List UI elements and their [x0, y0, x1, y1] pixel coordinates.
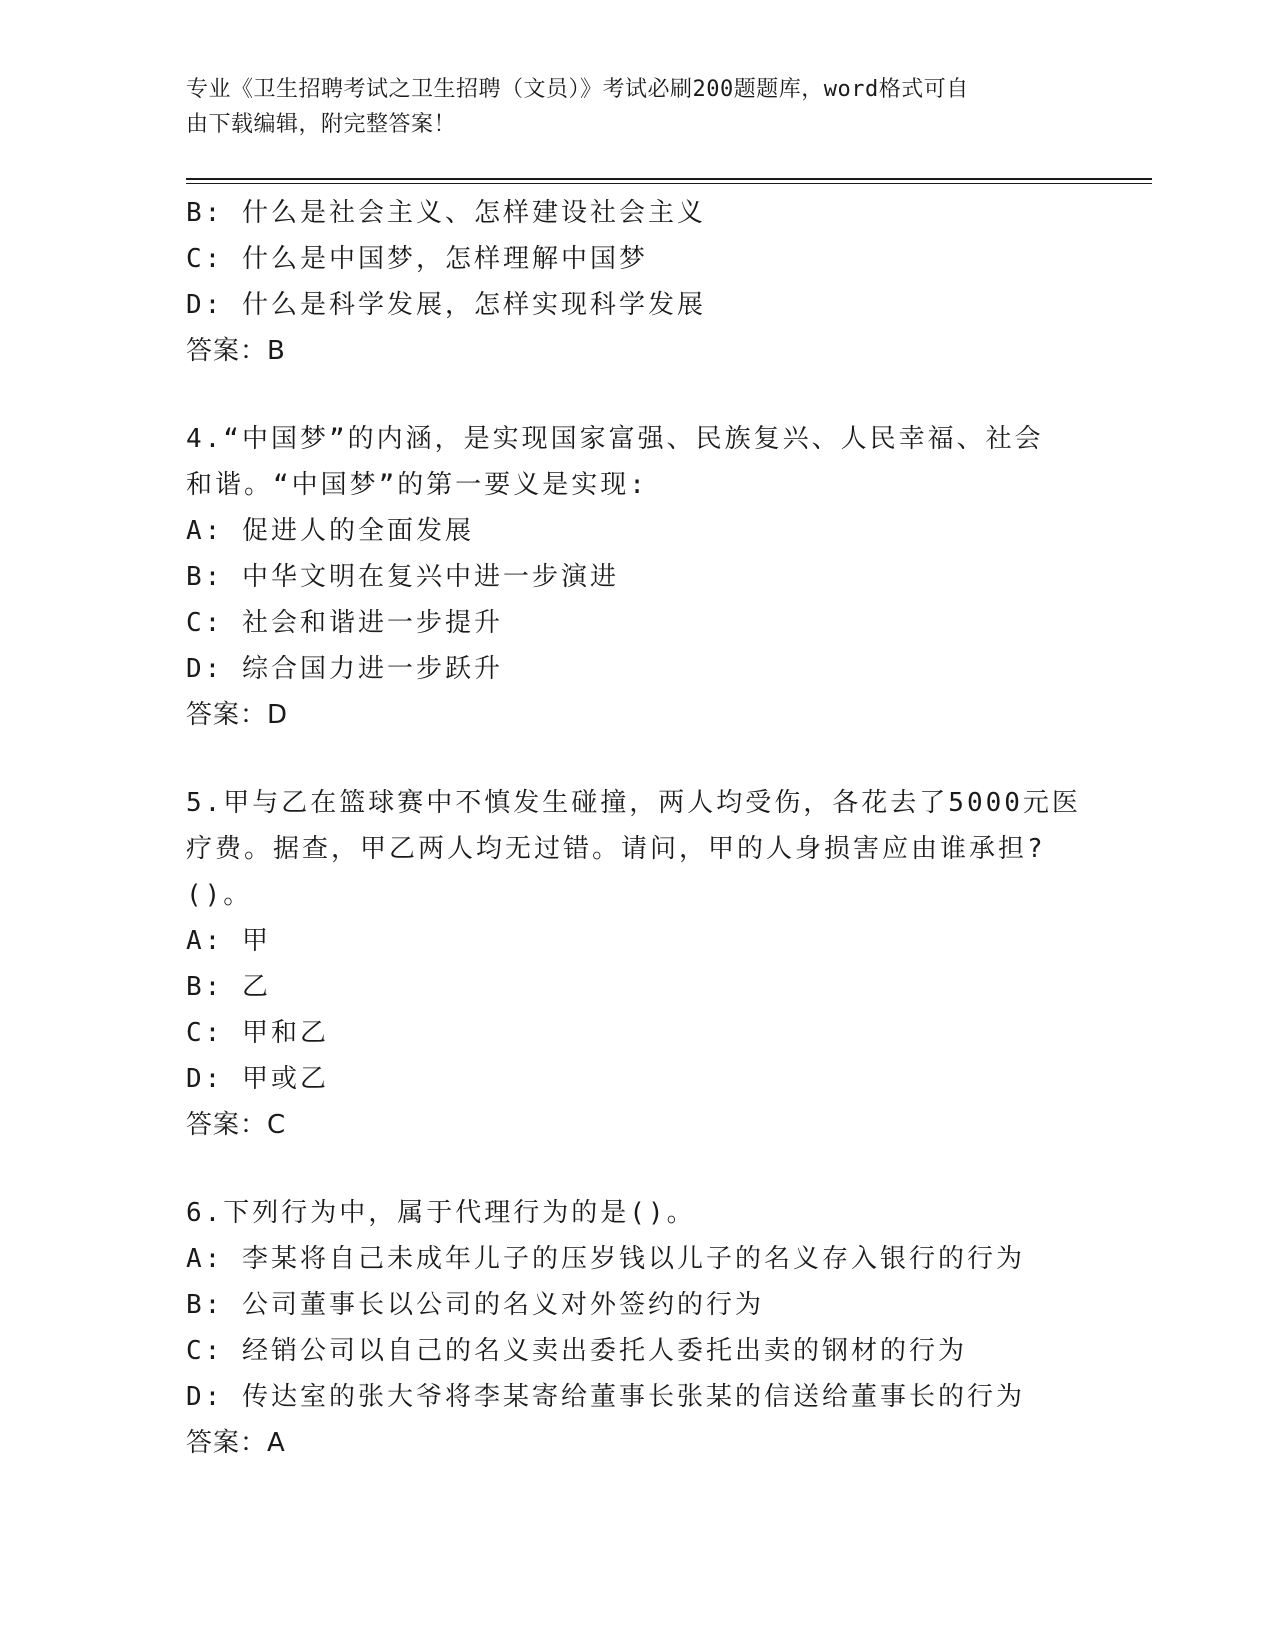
- option-c: C: 什么是中国梦，怎样理解中国梦: [186, 244, 648, 274]
- question-stem-line-2: 和谐。“中国梦”的第一要义是实现:: [186, 470, 648, 500]
- option-c: C: 甲和乙: [186, 1018, 329, 1048]
- option-b: B: 公司董事长以公司的名义对外签约的行为: [186, 1290, 764, 1320]
- question-stem-line-1: 5.甲与乙在篮球赛中不慎发生碰撞，两人均受伤，各花去了5000元医: [186, 788, 1081, 818]
- option-b: B: 乙: [186, 972, 271, 1002]
- question-5: [186, 780, 1086, 1148]
- answer-line: 答案：A: [186, 1428, 286, 1458]
- option-c: C: 社会和谐进一步提升: [186, 608, 503, 638]
- option-a: A: 李某将自己未成年儿子的压岁钱以儿子的名义存入银行的行为: [186, 1244, 1025, 1274]
- question-4: [186, 416, 1086, 738]
- header-title-line-2: 由下载编辑，附完整答案！: [186, 112, 457, 137]
- question-stem-line-1: 6.下列行为中，属于代理行为的是()。: [186, 1198, 696, 1228]
- spacer: [186, 374, 1086, 416]
- option-a: A: 促进人的全面发展: [186, 516, 474, 546]
- answer-line: 答案：C: [186, 1110, 287, 1140]
- question-stem-line-3: ()。: [186, 880, 253, 910]
- document-header: [186, 72, 1066, 142]
- answer-line: 答案：D: [186, 700, 289, 730]
- header-title-line-1: 专业《卫生招聘考试之卫生招聘（文员）》考试必刷200题题库，word格式可自: [186, 77, 969, 102]
- option-d: D: 综合国力进一步跃升: [186, 654, 503, 684]
- header-divider-thin: [186, 183, 1152, 184]
- question-stem-line-2: 疗费。据查，甲乙两人均无过错。请问，甲的人身损害应由谁承担?: [186, 834, 1046, 864]
- option-d: D: 甲或乙: [186, 1064, 329, 1094]
- spacer: [186, 1148, 1086, 1190]
- option-b: B: 中华文明在复兴中进一步演进: [186, 562, 619, 592]
- option-d: D: 传达室的张大爷将李某寄给董事长张某的信送给董事长的行为: [186, 1382, 1025, 1412]
- answer-line: 答案：B: [186, 336, 286, 366]
- header-divider-thick: [186, 178, 1152, 180]
- question-3-continued: [186, 190, 1086, 374]
- question-content: [186, 190, 1086, 1466]
- spacer: [186, 738, 1086, 780]
- option-c: C: 经销公司以自己的名义卖出委托人委托出卖的钢材的行为: [186, 1336, 967, 1366]
- option-a: A: 甲: [186, 926, 271, 956]
- question-stem-line-1: 4.“中国梦”的内涵，是实现国家富强、民族复兴、人民幸福、社会: [186, 424, 1044, 454]
- option-d: D: 什么是科学发展，怎样实现科学发展: [186, 290, 706, 320]
- option-b: B: 什么是社会主义、怎样建设社会主义: [186, 198, 706, 228]
- question-6: [186, 1190, 1086, 1466]
